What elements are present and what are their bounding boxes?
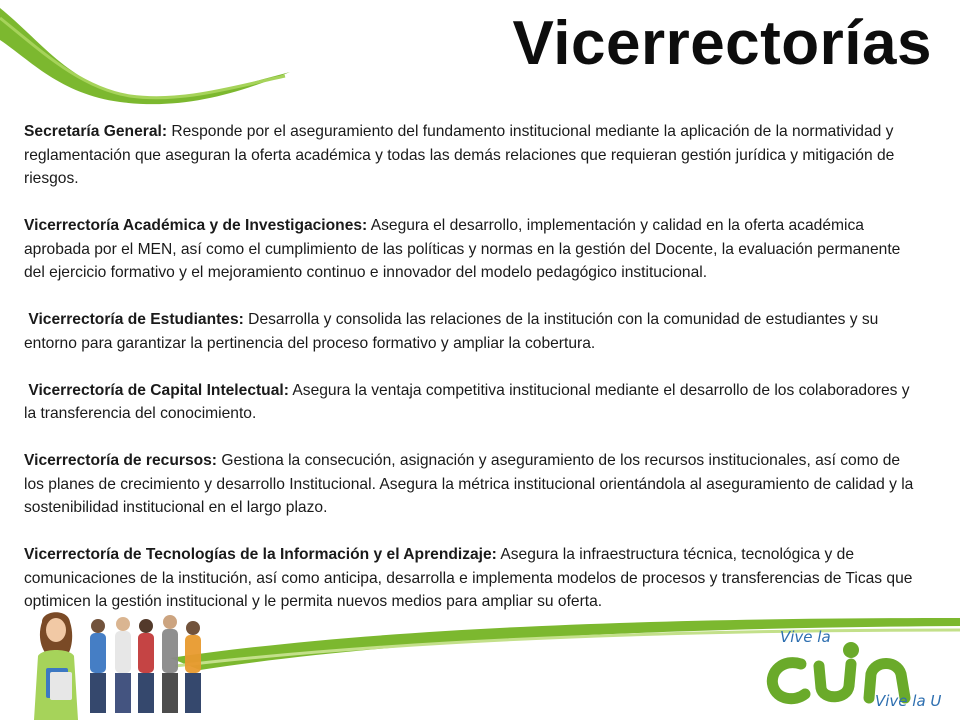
green-swoosh-decoration [0, 0, 300, 110]
content-body [24, 120, 924, 637]
students-group-image [28, 604, 224, 720]
paragraph-vicerrectoria-capital-intelectual [24, 379, 924, 426]
paragraph-text: Desarrolla y consolida las relaciones de la institución con la comunidad de estudiantes y su entorno para garantizar la pertinencia del proceso formativo y ampliar la cobertura. [24, 311, 879, 352]
paragraph-heading: Secretaría General: [24, 123, 168, 140]
paragraph-text: Asegura la infraestructura técnica, tecnológica y de comunicaciones de la institución, así como anticipa, desarrolla e implementa modelos de procesos y transferencias de Ticas que optimicen la gestión institucional y le permita nuevos medios para ampliar su oferta. [24, 546, 913, 610]
page-title: Vicerrectorías [512, 9, 932, 78]
paragraph-text: Responde por el aseguramiento del fundamento institucional mediante la aplicación de la normatividad y reglamentación que aseguran la oferta académica y todas las demás relaciones que requieran gestión jurídica y mitigación de riesgos. [24, 123, 895, 187]
paragraph-text: Gestiona la consecución, asignación y aseguramiento de los recursos institucionales, así como de los planes de crecimiento y desarrollo Institucional. Asegura la métrica institucional orientándola al aseguramiento de calidad y la sostenibilidad institucional en el largo plazo. [24, 452, 914, 516]
paragraph-heading: Vicerrectoría Académica y de Investigaciones: [24, 217, 368, 234]
paragraph-heading: Vicerrectoría de Estudiantes: [24, 311, 244, 328]
paragraph-text: Asegura el desarrollo, implementación y calidad en la oferta académica aprobada por el MEN, así como el cumplimiento de las políticas y normas en la gestión del Docente, la evaluación permanente del ejercicio formativo y el mejoramiento continuo e innovador del modelo pedagógico institucional. [24, 217, 901, 281]
paragraph-heading: Vicerrectoría de Capital Intelectual: [24, 381, 289, 399]
logo-bottom-text: Vive la U [875, 692, 942, 710]
paragraph-vicerrectoria-estudiantes [24, 308, 924, 355]
paragraph-heading: Vicerrectoría de Tecnologías de la Información y el Aprendizaje: [24, 546, 497, 563]
paragraph-vicerrectoria-academica [24, 214, 924, 285]
logo-top-text: Vive la [780, 628, 831, 646]
paragraph-text: Asegura la ventaja competitiva institucional mediante el desarrollo de los colaboradores y la transferencia del conocimiento. [24, 381, 910, 422]
paragraph-heading: Vicerrectoría de recursos: [24, 452, 218, 469]
paragraph-vicerrectoria-recursos [24, 449, 924, 520]
paragraph-secretaria-general [24, 120, 924, 191]
